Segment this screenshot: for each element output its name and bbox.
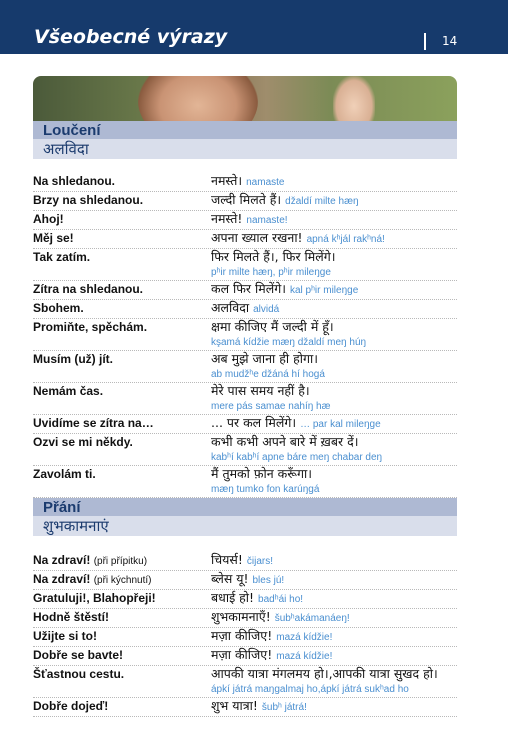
phrase-context-note: (při přípitku) (93, 556, 148, 567)
phrase-row (33, 415, 457, 434)
phrase-translation (211, 666, 457, 697)
phrase-translation (211, 590, 457, 608)
phrase-czech-text: Užijte si to! (33, 629, 98, 643)
page-title: Všeobecné výrazy (34, 26, 228, 48)
phrase-translation (211, 609, 457, 627)
phrase-hindi: आपकी यात्रा मंगलमय हो।,आपकी यात्रा सुखद हो। (211, 666, 438, 681)
phrase-czech-text: Brzy na shledanou. (33, 193, 144, 207)
phrase-translation (211, 192, 457, 210)
phrase-hindi: कभी कभी अपने बारे में ख़बर दें। (211, 434, 359, 449)
phrase-translation (211, 300, 457, 318)
section-title-cz: Loučení (33, 121, 457, 139)
phrase-transliteration: mere pás samae nahíŋ hæ (211, 401, 331, 412)
phrase-list-wishes (33, 552, 457, 717)
phrase-row (33, 434, 457, 466)
phrase-czech-text: Tak zatím. (33, 250, 91, 264)
phrase-translation (211, 434, 457, 465)
phrase-czech (33, 415, 154, 431)
phrase-transliteration: namaste! (246, 215, 288, 226)
phrase-transliteration: šubʰakámanáeŋ! (274, 613, 350, 624)
phrase-czech (33, 211, 64, 227)
page-number: 14 (442, 34, 458, 48)
phrase-hindi: नमस्ते। (211, 173, 243, 188)
phrase-transliteration: alvidá (253, 304, 280, 315)
phrase-row (33, 698, 457, 717)
phrase-translation (211, 230, 457, 248)
phrase-czech-text: Na shledanou. (33, 174, 116, 188)
phrase-czech-text: Gratuluji!, Blahopřeji! (33, 591, 156, 605)
phrase-row (33, 351, 457, 383)
phrase-czech (33, 351, 113, 367)
section-header-farewells (33, 121, 457, 159)
phrase-context-note: (při kýchnutí) (93, 575, 152, 586)
phrase-czech (33, 230, 74, 246)
phrase-czech-text: Ahoj! (33, 212, 64, 226)
phrase-row (33, 647, 457, 666)
phrase-hindi: फिर मिलते हैं।, फिर मिलेंगे। (211, 249, 336, 264)
phrase-row (33, 319, 457, 351)
phrase-transliteration: mazá kídžie! (276, 632, 333, 643)
header-divider (424, 33, 426, 50)
phrase-row (33, 192, 457, 211)
phrase-row (33, 281, 457, 300)
phrase-czech-text: Sbohem. (33, 301, 84, 315)
phrase-czech (33, 666, 124, 682)
phrase-transliteration: mæŋ tumko fon karúŋgá (211, 484, 320, 495)
phrase-row (33, 173, 457, 192)
phrase-hindi: नमस्ते! (211, 211, 243, 226)
section-title-hi: शुभकामनाएं (33, 516, 457, 536)
phrase-row (33, 590, 457, 609)
phrase-hindi: अब मुझे जाना ही होगा। (211, 351, 318, 366)
page-header (0, 0, 508, 54)
phrase-czech (33, 281, 143, 297)
phrase-transliteration: badʰái ho! (258, 594, 304, 605)
phrase-czech (33, 698, 108, 714)
phrase-hindi: कल फिर मिलेंगे। (211, 281, 286, 296)
phrase-transliteration: ab mudžʰe džáná hí hogá (211, 369, 325, 380)
phrase-transliteration: bles jú! (252, 575, 285, 586)
phrase-row (33, 666, 457, 698)
phrase-czech (33, 552, 147, 570)
phrase-translation (211, 319, 457, 350)
phrase-czech-text: Na zdraví! (33, 553, 91, 567)
phrase-czech-text: Zavolám ti. (33, 467, 96, 481)
phrase-hindi: मज़ा कीजिए! (211, 628, 273, 643)
phrase-hindi: ब्लेस यू! (211, 571, 249, 586)
phrase-czech-text: Dobře se bavte! (33, 648, 124, 662)
phrase-translation (211, 698, 457, 716)
phrase-transliteration: namaste (246, 177, 285, 188)
phrase-czech (33, 628, 97, 644)
phrase-hindi: चियर्स! (211, 552, 243, 567)
phrase-czech (33, 383, 103, 399)
phrase-translation (211, 211, 457, 229)
phrase-translation (211, 281, 457, 299)
phrase-translation (211, 628, 457, 646)
phrase-translation (211, 647, 457, 665)
phrase-transliteration: mazá kídžie! (276, 651, 333, 662)
phrase-transliteration: … par kal mileŋge (300, 419, 381, 430)
phrase-row (33, 249, 457, 281)
phrase-hindi: मेरे पास समय नहीं है। (211, 383, 310, 398)
phrase-translation (211, 351, 457, 382)
phrase-czech-text: Šťastnou cestu. (33, 667, 125, 681)
phrase-czech (33, 590, 156, 606)
phrase-translation (211, 466, 457, 497)
phrase-hindi: क्षमा कीजिए मैं जल्दी में हूँ। (211, 319, 334, 334)
phrase-hindi: जल्दी मिलते हैं। (211, 192, 282, 207)
phrase-czech (33, 173, 115, 189)
phrase-hindi: मैं तुमको फ़ोन करूँगा। (211, 466, 312, 481)
phrase-czech (33, 609, 109, 625)
phrase-czech (33, 466, 96, 482)
photo-face (138, 76, 258, 121)
phrase-transliteration: čijars! (246, 556, 273, 567)
section-header-wishes (33, 498, 457, 536)
phrase-translation (211, 249, 457, 280)
phrase-row (33, 571, 457, 590)
phrase-czech-text: Zítra na shledanou. (33, 282, 144, 296)
phrase-row (33, 383, 457, 415)
phrase-czech (33, 249, 90, 265)
phrase-row (33, 466, 457, 498)
phrase-transliteration: džaldí milte hæŋ (285, 196, 359, 207)
phrase-transliteration: pʰir milte hæŋ, pʰir mileŋge (211, 267, 331, 278)
phrase-czech-text: Uvidíme se zítra na… (33, 416, 154, 430)
photo-waving-hand (333, 76, 375, 121)
phrase-czech (33, 192, 143, 208)
section-photo (33, 76, 457, 121)
phrase-hindi: मज़ा कीजिए! (211, 647, 273, 662)
phrase-czech (33, 647, 123, 663)
phrase-czech-text: Hodně štěstí! (33, 610, 110, 624)
phrase-czech-text: Musím (už) jít. (33, 352, 113, 366)
phrase-czech-text: Promiňte, spěchám. (33, 320, 148, 334)
phrase-translation (211, 415, 457, 433)
phrase-hindi: शुभ यात्रा! (211, 698, 258, 713)
phrase-czech (33, 434, 133, 450)
phrase-row (33, 300, 457, 319)
phrase-hindi: ... पर कल मिलेंगे। (211, 415, 297, 430)
phrase-czech-text: Dobře dojeď! (33, 699, 109, 713)
phrase-czech (33, 571, 152, 589)
phrase-czech-text: Ozvi se mi někdy. (33, 435, 133, 449)
phrase-hindi: अपना ख्याल रखना! (211, 230, 303, 245)
phrase-row (33, 609, 457, 628)
phrase-row (33, 230, 457, 249)
phrase-czech (33, 300, 84, 316)
phrase-row (33, 552, 457, 571)
phrase-transliteration: kal pʰir mileŋge (289, 285, 359, 296)
phrase-hindi: बधाई हो! (211, 590, 255, 605)
phrase-translation (211, 173, 457, 191)
phrase-row (33, 628, 457, 647)
phrase-row (33, 211, 457, 230)
phrase-transliteration: kşamá kídžie mæŋ džaldí meŋ húŋ (211, 337, 367, 348)
phrase-translation (211, 552, 457, 570)
phrase-hindi: शुभकामनाएँ! (211, 609, 271, 624)
phrase-translation (211, 383, 457, 414)
phrase-czech-text: Na zdraví! (33, 572, 91, 586)
phrase-czech-text: Měj se! (33, 231, 74, 245)
phrase-translation (211, 571, 457, 589)
phrase-czech-text: Nemám čas. (33, 384, 104, 398)
phrase-transliteration: kabʰí kabʰí apne báre meŋ chabar deŋ (211, 452, 383, 463)
phrase-hindi: अलविदा (211, 300, 250, 315)
phrase-transliteration: ápkí játrá maŋgalmaj ho,ápkí játrá sukʰad ho (211, 684, 409, 695)
phrase-czech (33, 319, 147, 335)
phrase-transliteration: šubʰ játrá! (261, 702, 307, 713)
phrase-list-farewells (33, 173, 457, 498)
phrase-transliteration: apná kʰjál rakʰná! (306, 234, 385, 245)
section-title-hi: अलविदा (33, 139, 457, 159)
section-title-cz: Přání (33, 498, 457, 516)
